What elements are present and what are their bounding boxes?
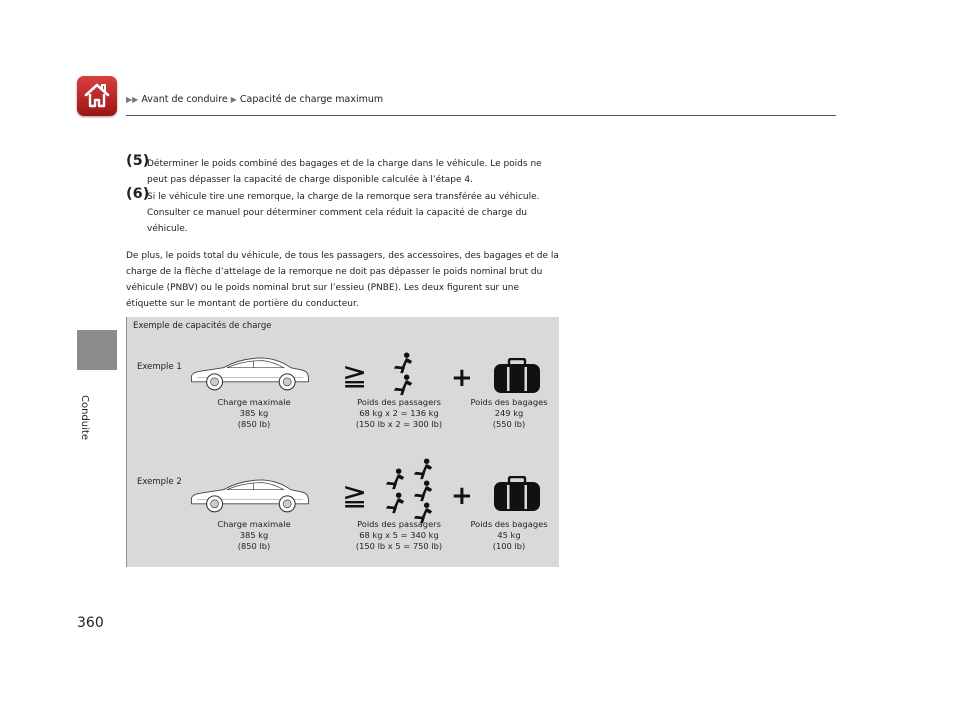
caption-line: (550 lb) (492, 419, 526, 429)
caption-line: (150 lb x 2 = 300 lb) (355, 419, 443, 429)
sidebar-section-label[interactable]: Conduite (79, 395, 90, 440)
seated-person-icon (412, 458, 434, 480)
header-divider (126, 115, 836, 116)
luggage-weight-caption (464, 519, 554, 552)
seated-person-icon (392, 352, 414, 374)
caption-line: Poids des passagers (357, 397, 441, 407)
suitcase-icon (493, 358, 541, 394)
home-button[interactable] (77, 76, 117, 116)
paragraph-line: véhicule (PNBV) ou le poids nominal brut sur l’essieu (PNBE). Les deux figurent sur une (126, 283, 520, 293)
triangle-right-icon: ▶ (230, 95, 237, 104)
breadcrumb-current[interactable]: Capacité de charge maximum (239, 94, 384, 105)
suitcase-icon (493, 476, 541, 512)
caption-line: Charge maximale (217, 397, 291, 407)
caption-line: Charge maximale (217, 519, 291, 529)
paragraph-line: De plus, le poids total du véhicule, de tous les passagers, des accessoires, des bagages et de la (126, 251, 559, 261)
car-icon (188, 474, 312, 516)
breadcrumb-link-before-driving[interactable]: Avant de conduire (141, 94, 228, 105)
luggage-weight-caption (464, 397, 554, 430)
greater-or-equal-sign: ≧ (342, 478, 368, 513)
greater-or-equal-sign: ≧ (342, 358, 368, 393)
sidebar-tab-block (77, 330, 117, 370)
step-6-line-1: Si le véhicule tire une remorque, la charge de la remorque sera transférée au véhicule. (147, 192, 540, 202)
passenger-weight-caption (345, 397, 453, 430)
caption-line: 385 kg (239, 530, 269, 540)
caption-line: 249 kg (494, 408, 524, 418)
example-1-label: Exemple 1 (137, 362, 182, 372)
paragraph-line: charge de la flèche d’attelage de la remorque ne doit pas dépasser le poids nominal brut du (126, 267, 543, 277)
caption-line: (850 lb) (237, 541, 271, 551)
caption-line: 45 kg (497, 530, 521, 540)
caption-line: Poids des bagages (470, 519, 548, 529)
seated-person-icon (384, 492, 406, 514)
seated-person-icon (392, 374, 414, 396)
step-6-number: (6) (126, 186, 150, 202)
caption-line: (150 lb x 5 = 750 lb) (355, 541, 443, 551)
paragraph-line: étiquette sur le montant de portière du conducteur. (126, 299, 359, 309)
passenger-weight-caption (343, 519, 455, 552)
triangle-right-icon: ▶▶ (126, 95, 139, 104)
caption-line: Poids des passagers (357, 519, 441, 529)
step-6-line-2: Consulter ce manuel pour déterminer comment cela réduit la capacité de charge du (147, 208, 527, 218)
step-5-line-1: Déterminer le poids combiné des bagages et de la charge dans le véhicule. Le poids ne (147, 159, 542, 169)
caption-line: (100 lb) (492, 541, 526, 551)
home-icon (83, 81, 111, 111)
caption-line: 385 kg (239, 408, 269, 418)
page-number: 360 (77, 615, 104, 631)
plus-sign: + (451, 363, 473, 393)
seated-person-icon (412, 480, 434, 502)
plus-sign: + (451, 481, 473, 511)
caption-line: Poids des bagages (470, 397, 548, 407)
example-2-label: Exemple 2 (137, 477, 182, 487)
max-load-caption (204, 519, 304, 552)
breadcrumb (126, 94, 383, 105)
figure-title: Exemple de capacités de charge (133, 321, 272, 331)
caption-line: 68 kg x 2 = 136 kg (359, 408, 439, 418)
caption-line: 68 kg x 5 = 340 kg (359, 530, 439, 540)
caption-line: (850 lb) (237, 419, 271, 429)
max-load-caption (204, 397, 304, 430)
car-icon (188, 352, 312, 394)
step-6-line-3: véhicule. (147, 224, 188, 234)
step-5-number: (5) (126, 153, 150, 169)
seated-person-icon (384, 468, 406, 490)
step-5-line-2: peut pas dépasser la capacité de charge disponible calculée à l’étape 4. (147, 175, 473, 185)
